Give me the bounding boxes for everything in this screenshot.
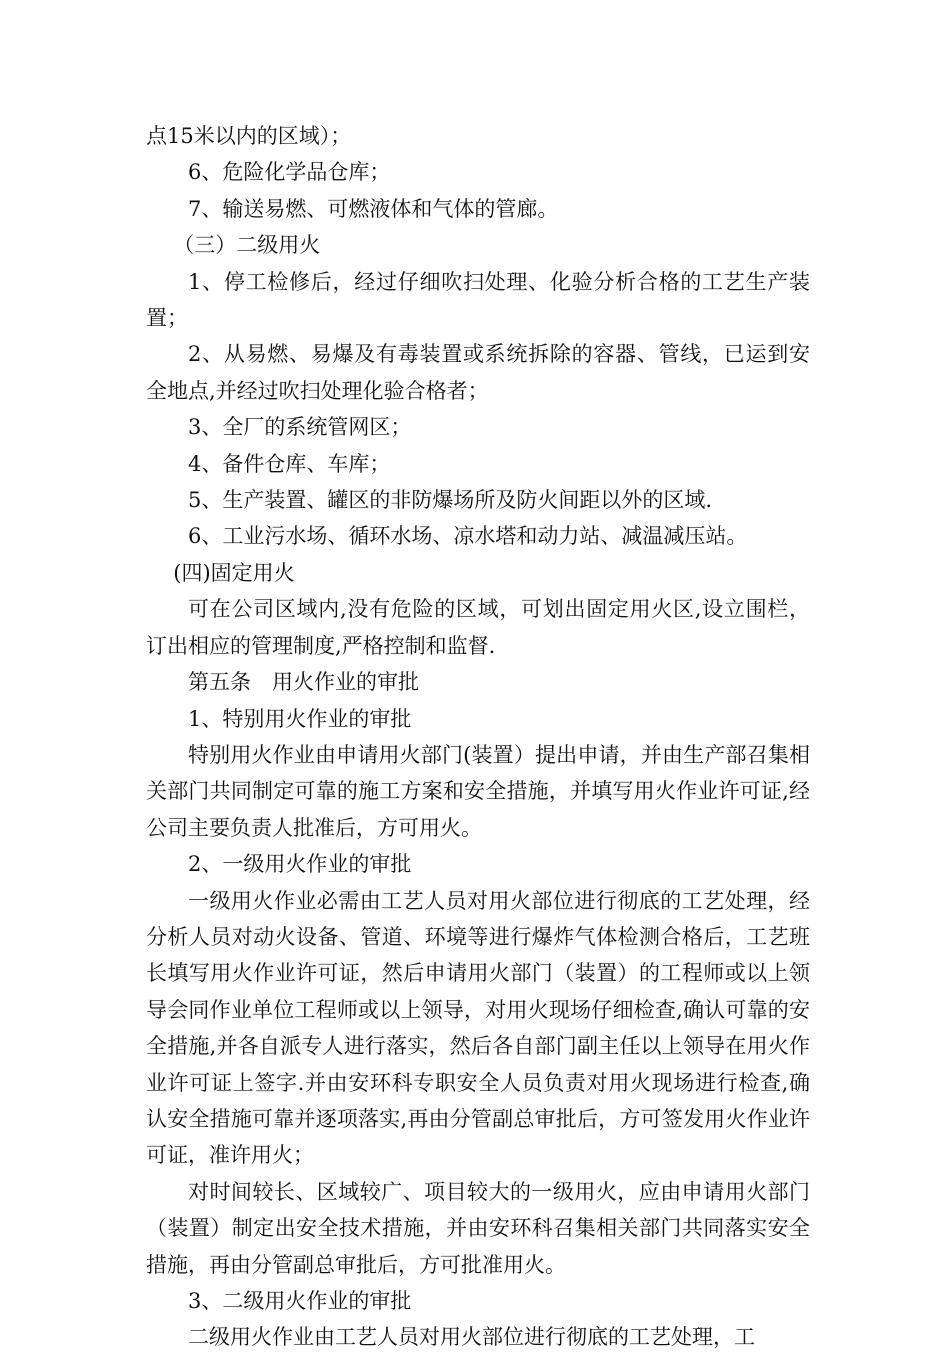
- subheading-special-approval: 1、特别用火作业的审批: [188, 706, 412, 731]
- subheading-level2-approval: 3、二级用火作业的审批: [188, 1289, 412, 1313]
- subheading-level1-approval: 2、一级用火作业的审批: [188, 852, 412, 877]
- document-body: [146, 118, 810, 1356]
- paragraph-level1-approval: 一级用火作业必需由工艺人员对用火部位进行彻底的工艺处理，经分析人员对动火设备、管道、环境等进行爆炸气体检测合格后，工艺班长填写用火作业许可证，然后申请用火部门（装置）的工程师或以上领导会同作业单位工程师或以上领导，对用火现场仔细检查,确认可靠的安全措施,并各自派专人进行落实，然后各自部门副主任以上领导在用火作业许可证上签字.并由安环科专职安全人员负责对用火现场进行检查,确认安全措施可靠并逐项落实,再由分管副总审批后，方可签发用火作业许可证，准许用火；: [146, 888, 810, 1168]
- section-heading-level2-fire: （三）二级用火: [173, 233, 321, 258]
- paragraph-special-approval: 特别用火作业由申请用火部门(装置）提出申请，并由生产部召集相关部门共同制定可靠的施工方案和安全措施，并填写用火作业许可证,经公司主要负责人批准后，方可用火。: [146, 742, 810, 840]
- list-item-3: 3、全厂的系统管网区；: [188, 415, 412, 440]
- list-item-4: 4、备件仓库、车库；: [188, 451, 391, 476]
- list-item-7: 7、输送易燃、可燃液体和气体的管廊。: [188, 196, 559, 221]
- paragraph-fixed-fire: 可在公司区域内,没有危险的区域，可划出固定用火区,设立围栏，订出相应的管理制度,严格控制和监督.: [146, 597, 810, 658]
- paragraph-level1-large-scale: 对时间较长、区域较广、项目较大的一级用火，应由申请用火部门（装置）制定出安全技术措施，并由安环科召集相关部门共同落实安全措施，再由分管副总审批后，方可批准用火。: [146, 1179, 810, 1277]
- paragraph-level2-approval: 二级用火作业由工艺人员对用火部位进行彻底的工艺处理，工: [188, 1325, 755, 1350]
- article-heading-5: 第五条 用火作业的审批: [188, 670, 419, 695]
- list-item-6b: 6、工业污水场、循环水场、凉水塔和动力站、减温减压站。: [188, 524, 748, 549]
- list-item-1: 1、停工检修后，经过仔细吹扫处理、化验分析合格的工艺生产装置；: [146, 269, 810, 331]
- list-item-6: 6、危险化学品仓库；: [188, 160, 391, 185]
- list-item-2: 2、从易燃、易爆及有毒装置或系统拆除的容器、管线，已运到安全地点,并经过吹扫处理化验合格者；: [146, 342, 810, 403]
- paragraph-continuation: 点15米以内的区域）；: [146, 124, 352, 148]
- list-item-5: 5、生产装置、罐区的非防爆场所及防火间距以外的区域.: [188, 488, 713, 513]
- section-heading-fixed-fire: (四)固定用火: [173, 560, 295, 585]
